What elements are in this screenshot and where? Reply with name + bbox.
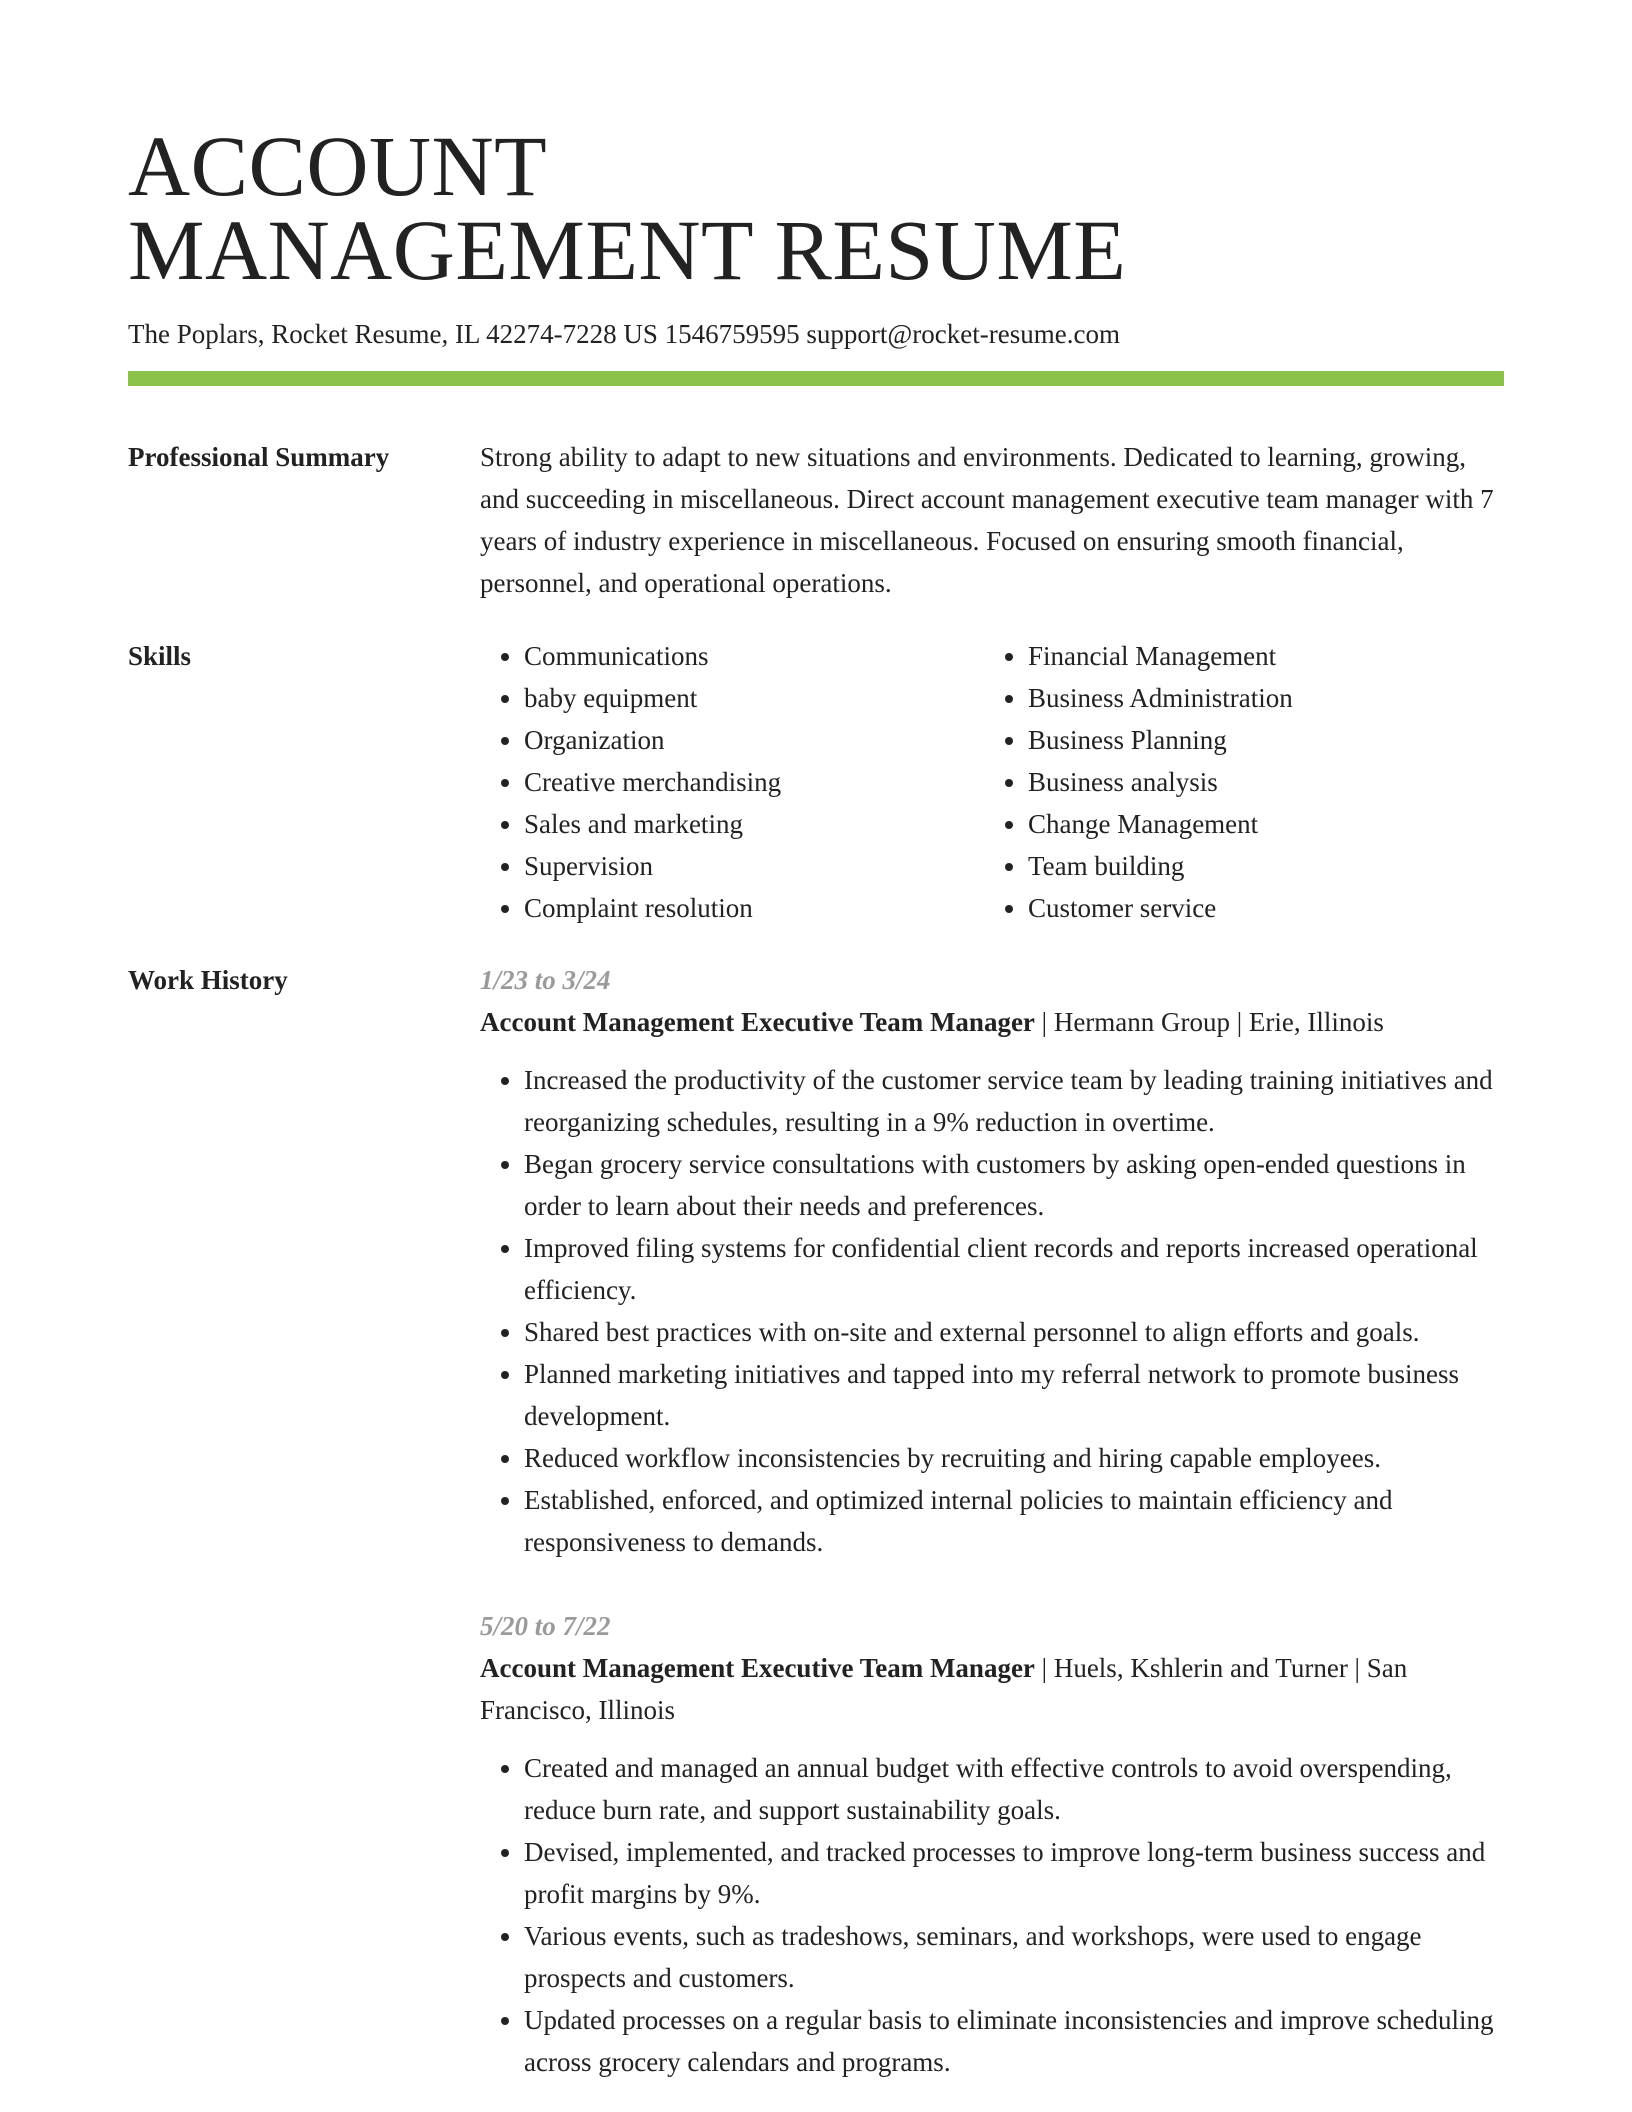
resume-title	[128, 0, 1504, 298]
resume-title-line2: MANAGEMENT RESUME	[128, 202, 1127, 298]
job-bullet: • Planned marketing initiatives and tapped into my referral network to promote business development.	[524, 1353, 1504, 1437]
job-bullet: • Created and managed an annual budget with effective controls to avoid overspending, reduce burn rate, and support sustainability goals.	[524, 1747, 1504, 1831]
job-entry	[480, 1605, 1504, 2083]
job-bullet: • Reduced workflow inconsistencies by recruiting and hiring capable employees.	[524, 1437, 1504, 1479]
job-employer-location: | Huels, Kshlerin and Turner | San Francisco, Illinois	[480, 1653, 1408, 1725]
work-history-content	[480, 959, 1504, 2083]
skill-item: • Business Administration	[1028, 677, 1488, 719]
job-bullet: • Began grocery service consultations with customers by asking open-ended questions in order to learn about their needs and preferences.	[524, 1143, 1504, 1227]
contact-line: The Poplars, Rocket Resume, IL 42274-7228 US 1546759595 support@rocket-resume.com	[128, 319, 1120, 349]
job-bullet: • Various events, such as tradeshows, seminars, and workshops, were used to engage prospects and customers.	[524, 1915, 1504, 1999]
resume-page	[128, 0, 1504, 2083]
job-bullet: • Shared best practices with on-site and external personnel to align efforts and goals.	[524, 1311, 1504, 1353]
skills-section	[128, 635, 1504, 929]
skills-list-left	[480, 635, 984, 929]
skill-item: • Supervision	[524, 845, 984, 887]
job-bullet: • Increased the productivity of the customer service team by leading training initiatives and reorganizing schedules, resulting in a 9% reduction in overtime.	[524, 1059, 1504, 1143]
job-title-line	[480, 1001, 1504, 1043]
skill-item: • Business analysis	[1028, 761, 1488, 803]
job-title-line	[480, 1647, 1504, 1731]
skill-item: • Financial Management	[1028, 635, 1488, 677]
resume-title-line1: ACCOUNT	[128, 118, 548, 214]
skills-list-right	[984, 635, 1488, 929]
job-bullets	[480, 1059, 1504, 1563]
job-title: Account Management Executive Team Manager	[480, 1007, 1035, 1037]
job-dates: 5/20 to 7/22	[480, 1611, 611, 1641]
summary-section	[128, 436, 1504, 604]
job-bullets	[480, 1747, 1504, 2083]
job-title: Account Management Executive Team Manager	[480, 1653, 1035, 1683]
job-bullet: • Established, enforced, and optimized internal policies to maintain efficiency and responsiveness to demands.	[524, 1479, 1504, 1563]
summary-label: Professional Summary	[128, 442, 390, 472]
skill-item: • Customer service	[1028, 887, 1488, 929]
skill-item: • Team building	[1028, 845, 1488, 887]
summary-content	[480, 436, 1504, 604]
work-history-section	[128, 959, 1504, 2083]
skill-item: • Change Management	[1028, 803, 1488, 845]
skill-item: • Creative merchandising	[524, 761, 984, 803]
job-bullet: • Improved filing systems for confidential client records and reports increased operational efficiency.	[524, 1227, 1504, 1311]
skill-item: • baby equipment	[524, 677, 984, 719]
skill-item: • Sales and marketing	[524, 803, 984, 845]
job-bullet: • Updated processes on a regular basis to eliminate inconsistencies and improve scheduling across grocery calendars and programs.	[524, 1999, 1504, 2083]
job-entry	[480, 959, 1504, 1563]
job-bullet: • Devised, implemented, and tracked processes to improve long-term business success and profit margins by 9%.	[524, 1831, 1504, 1915]
skills-content	[480, 635, 1504, 929]
job-dates: 1/23 to 3/24	[480, 965, 611, 995]
work-history-label: Work History	[128, 965, 288, 995]
job-employer-location: | Hermann Group | Erie, Illinois	[1034, 1007, 1384, 1037]
skill-item: • Complaint resolution	[524, 887, 984, 929]
skills-label: Skills	[128, 641, 192, 671]
accent-divider	[128, 371, 1504, 386]
skill-item: • Business Planning	[1028, 719, 1488, 761]
skill-item: • Communications	[524, 635, 984, 677]
skill-item: • Organization	[524, 719, 984, 761]
summary-text: Strong ability to adapt to new situations and environments. Dedicated to learning, growing, and succeeding in miscellaneous. Direct account management executive team manager with 7 years of industry experience in miscellaneous. Focused on ensuring smooth financial, personnel, and operational operations.	[480, 442, 1494, 598]
